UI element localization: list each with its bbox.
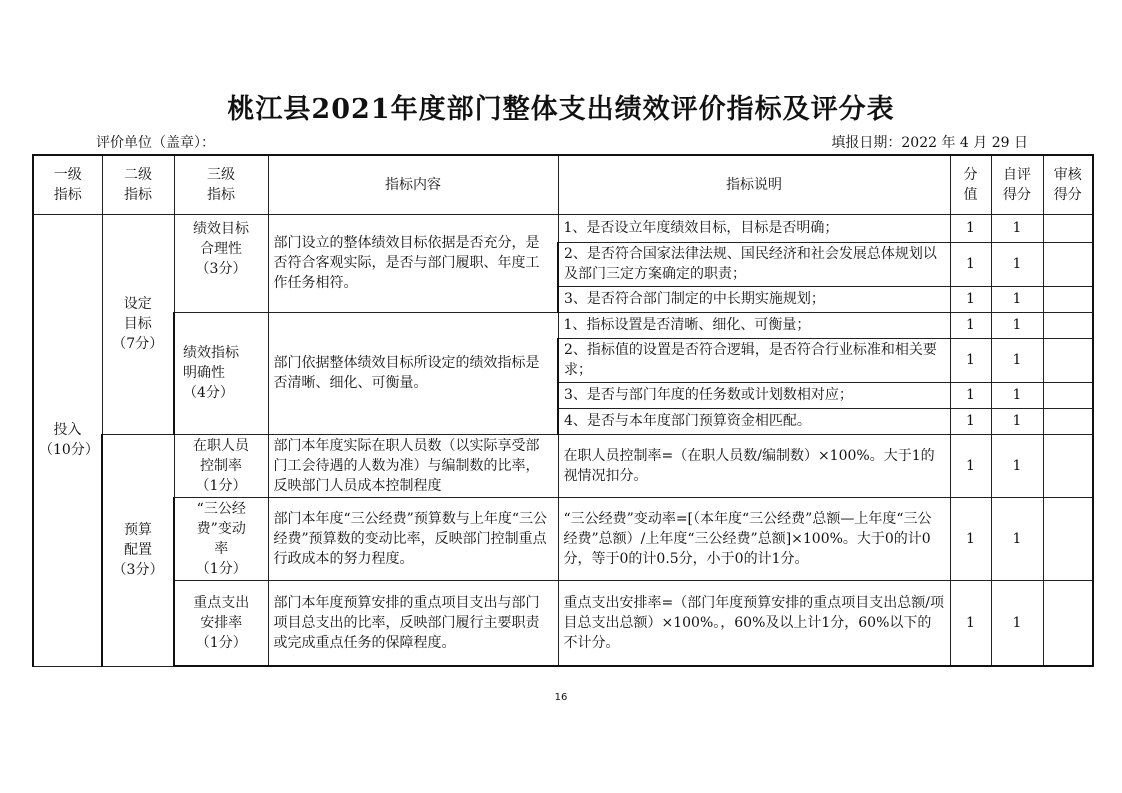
- audit-score-cell: [1043, 434, 1093, 497]
- audit-score-cell: [1043, 338, 1093, 382]
- self-score-cell: 1: [991, 497, 1043, 580]
- level3-cell: 绩效指标 明确性 （4分）: [174, 312, 268, 434]
- header-score: 分 值: [950, 155, 991, 214]
- audit-score-cell: [1043, 497, 1093, 580]
- level3-cell: 重点支出 安排率 （1分）: [174, 580, 268, 666]
- self-score-cell: 1: [991, 434, 1043, 497]
- table-row: [33, 312, 1093, 338]
- header-audit-score: 审核 得分: [1043, 155, 1093, 214]
- score-cell: 1: [950, 214, 991, 242]
- self-score-cell: 1: [991, 286, 1043, 312]
- table-row: [33, 497, 1093, 580]
- table-row: [33, 580, 1093, 666]
- score-cell: 1: [950, 338, 991, 382]
- explanation-cell: 4、是否与本年度部门预算资金相匹配。: [558, 408, 950, 434]
- audit-score-cell: [1043, 382, 1093, 408]
- explanation-cell: 1、指标设置是否清晰、细化、可衡量；: [558, 312, 950, 338]
- content-cell: 部门设立的整体绩效目标依据是否充分，是否符合客观实际，是否与部门履职、年度工作任务相符。: [268, 214, 558, 312]
- explanation-cell: 3、是否与部门年度的任务数或计划数相对应；: [558, 382, 950, 408]
- header-self-score: 自评 得分: [991, 155, 1043, 214]
- score-cell: 1: [950, 580, 991, 666]
- level2-cell: 设定 目标 （7分）: [102, 214, 174, 434]
- audit-score-cell: [1043, 408, 1093, 434]
- score-cell: 1: [950, 242, 991, 286]
- evaluation-unit-label: 评价单位（盖章）：: [96, 135, 215, 151]
- content-cell: 部门本年度预算安排的重点项目支出与部门项目总支出的比率，反映部门履行主要职责或完成重点任务的保障程度。: [268, 580, 558, 666]
- score-cell: 1: [950, 312, 991, 338]
- score-cell: 1: [950, 497, 991, 580]
- audit-score-cell: [1043, 286, 1093, 312]
- explanation-cell: 1、是否设立年度绩效目标，目标是否明确；: [558, 214, 950, 242]
- content-cell: 部门本年度“三公经费”预算数与上年度“三公经费”预算数的变动比率，反映部门控制重点行政成本的努力程度。: [268, 497, 558, 580]
- audit-score-cell: [1043, 242, 1093, 286]
- level3-cell: 在职人员 控制率 （1分）: [174, 434, 268, 497]
- audit-score-cell: [1043, 312, 1093, 338]
- report-date: 填报日期：2022 年 4 月 29 日: [831, 135, 1028, 151]
- audit-score-cell: [1043, 580, 1093, 666]
- self-score-cell: 1: [991, 408, 1043, 434]
- content-cell: 部门本年度实际在职人员数（以实际享受部门工会待遇的人数为准）与编制数的比率，反映部门人员成本控制程度: [268, 434, 558, 497]
- score-cell: 1: [950, 434, 991, 497]
- page-title: 桃江县2021年度部门整体支出绩效评价指标及评分表: [227, 94, 895, 125]
- evaluation-table: [32, 154, 1094, 667]
- header-level2: 二级 指标: [102, 155, 174, 214]
- score-cell: 1: [950, 408, 991, 434]
- self-score-cell: 1: [991, 580, 1043, 666]
- header-explanation: 指标说明: [558, 155, 950, 214]
- level1-cell: 投入 （10分）: [33, 214, 102, 666]
- page-number: 16: [554, 692, 568, 703]
- table-row: [33, 214, 1093, 242]
- header-content: 指标内容: [268, 155, 558, 214]
- table-row: [33, 434, 1093, 497]
- explanation-cell: 2、是否符合国家法律法规、国民经济和社会发展总体规划以及部门三定方案确定的职责；: [558, 242, 950, 286]
- table-header-row: [33, 155, 1093, 214]
- explanation-cell: 2、指标值的设置是否符合逻辑，是否符合行业标准和相关要求；: [558, 338, 950, 382]
- self-score-cell: 1: [991, 312, 1043, 338]
- content-cell: 部门依据整体绩效目标所设定的绩效指标是否清晰、细化、可衡量。: [268, 312, 558, 434]
- score-cell: 1: [950, 286, 991, 312]
- audit-score-cell: [1043, 214, 1093, 242]
- level3-cell: “三公经 费”变动 率 （1分）: [174, 497, 268, 580]
- self-score-cell: 1: [991, 338, 1043, 382]
- self-score-cell: 1: [991, 214, 1043, 242]
- explanation-cell: 重点支出安排率=（部门年度预算安排的重点项目支出总额/项目总支出总额）×100%。，60%及以上计1分，60%以下的不计分。: [558, 580, 950, 666]
- explanation-cell: 3、是否符合部门制定的中长期实施规划；: [558, 286, 950, 312]
- header-level3: 三级 指标: [174, 155, 268, 214]
- level3-cell: 绩效目标 合理性 （3分）: [174, 214, 268, 312]
- explanation-cell: “三公经费”变动率=[（本年度“三公经费”总额—上年度“三公经费”总额）/上年度“三公经费”总额]×100%。大于0的计0分，等于0的计0.5分，小于0的计1分。: [558, 497, 950, 580]
- explanation-cell: 在职人员控制率=（在职人员数/编制数）×100%。大于1的视情况扣分。: [558, 434, 950, 497]
- self-score-cell: 1: [991, 382, 1043, 408]
- header-level1: 一级 指标: [33, 155, 102, 214]
- self-score-cell: 1: [991, 242, 1043, 286]
- score-cell: 1: [950, 382, 991, 408]
- level2-cell: 预算 配置 （3分）: [102, 434, 174, 666]
